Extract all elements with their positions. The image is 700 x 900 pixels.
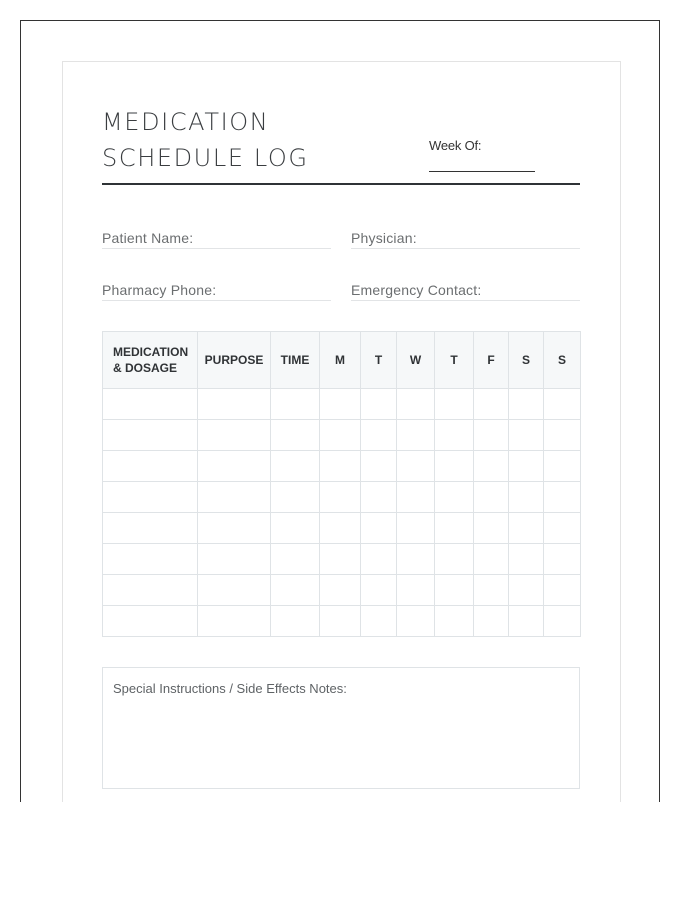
table-cell-monday[interactable] xyxy=(320,513,361,544)
table-cell-wednesday[interactable] xyxy=(397,606,435,637)
document-title: MEDICATION SCHEDULE LOG xyxy=(102,108,309,172)
table-row xyxy=(103,482,581,513)
table-cell-thursday[interactable] xyxy=(435,606,474,637)
physician-field[interactable] xyxy=(351,223,580,249)
column-header-saturday: S xyxy=(509,332,544,389)
table-cell-friday[interactable] xyxy=(474,544,509,575)
table-cell-sunday[interactable] xyxy=(544,575,581,606)
table-cell-wednesday[interactable] xyxy=(397,513,435,544)
table-cell-saturday[interactable] xyxy=(509,420,544,451)
table-cell-sunday[interactable] xyxy=(544,513,581,544)
table-cell-monday[interactable] xyxy=(320,420,361,451)
table-cell-sunday[interactable] xyxy=(544,420,581,451)
patient-name-label: Patient Name: xyxy=(102,230,194,246)
table-cell-saturday[interactable] xyxy=(509,513,544,544)
table-cell-thursday[interactable] xyxy=(435,420,474,451)
table-cell-friday[interactable] xyxy=(474,575,509,606)
table-cell-tuesday[interactable] xyxy=(361,420,397,451)
table-cell-friday[interactable] xyxy=(474,606,509,637)
table-cell-monday[interactable] xyxy=(320,451,361,482)
table-cell-monday[interactable] xyxy=(320,389,361,420)
table-cell-tuesday[interactable] xyxy=(361,451,397,482)
column-header-sunday: S xyxy=(544,332,581,389)
table-row xyxy=(103,420,581,451)
column-header-purpose: PURPOSE xyxy=(198,332,271,389)
table-cell-saturday[interactable] xyxy=(509,451,544,482)
table-cell-tuesday[interactable] xyxy=(361,606,397,637)
column-header-thursday: T xyxy=(435,332,474,389)
table-cell-wednesday[interactable] xyxy=(397,575,435,606)
table-cell-thursday[interactable] xyxy=(435,575,474,606)
column-header-tuesday: T xyxy=(361,332,397,389)
table-row xyxy=(103,451,581,482)
table-cell-friday[interactable] xyxy=(474,451,509,482)
table-cell-medication-dosage[interactable] xyxy=(103,544,198,575)
table-cell-time[interactable] xyxy=(271,420,320,451)
table-header-row xyxy=(103,332,581,389)
table-cell-wednesday[interactable] xyxy=(397,451,435,482)
table-cell-purpose[interactable] xyxy=(198,389,271,420)
table-cell-purpose[interactable] xyxy=(198,513,271,544)
patient-name-field[interactable] xyxy=(102,223,331,249)
column-header-line: & DOSAGE xyxy=(113,361,178,375)
table-cell-time[interactable] xyxy=(271,482,320,513)
table-cell-tuesday[interactable] xyxy=(361,544,397,575)
table-cell-thursday[interactable] xyxy=(435,544,474,575)
table-row xyxy=(103,513,581,544)
table-cell-sunday[interactable] xyxy=(544,389,581,420)
table-cell-purpose[interactable] xyxy=(198,544,271,575)
pharmacy-phone-field[interactable] xyxy=(102,275,331,301)
table-cell-saturday[interactable] xyxy=(509,575,544,606)
column-header-medication-dosage xyxy=(103,332,198,389)
table-cell-purpose[interactable] xyxy=(198,606,271,637)
header-divider xyxy=(102,183,580,185)
table-cell-friday[interactable] xyxy=(474,513,509,544)
table-cell-thursday[interactable] xyxy=(435,482,474,513)
table-cell-medication-dosage[interactable] xyxy=(103,513,198,544)
table-cell-medication-dosage[interactable] xyxy=(103,606,198,637)
table-cell-saturday[interactable] xyxy=(509,482,544,513)
column-header-wednesday: W xyxy=(397,332,435,389)
table-cell-time[interactable] xyxy=(271,606,320,637)
table-cell-time[interactable] xyxy=(271,513,320,544)
table-cell-wednesday[interactable] xyxy=(397,544,435,575)
pharmacy-phone-label: Pharmacy Phone: xyxy=(102,282,217,298)
table-cell-thursday[interactable] xyxy=(435,513,474,544)
week-of-label: Week Of: xyxy=(429,138,482,153)
table-cell-medication-dosage[interactable] xyxy=(103,575,198,606)
table-cell-medication-dosage[interactable] xyxy=(103,420,198,451)
notes-box[interactable] xyxy=(102,667,580,789)
table-cell-sunday[interactable] xyxy=(544,482,581,513)
table-cell-purpose[interactable] xyxy=(198,575,271,606)
table-cell-tuesday[interactable] xyxy=(361,389,397,420)
table-cell-friday[interactable] xyxy=(474,389,509,420)
table-cell-sunday[interactable] xyxy=(544,451,581,482)
physician-label: Physician: xyxy=(351,230,417,246)
column-header-line: MEDICATION xyxy=(113,345,189,359)
table-cell-wednesday[interactable] xyxy=(397,389,435,420)
table-row xyxy=(103,606,581,637)
column-header-friday: F xyxy=(474,332,509,389)
table-cell-thursday[interactable] xyxy=(435,389,474,420)
table-cell-friday[interactable] xyxy=(474,420,509,451)
table-cell-tuesday[interactable] xyxy=(361,513,397,544)
table-cell-saturday[interactable] xyxy=(509,544,544,575)
week-of-input-line[interactable] xyxy=(429,171,535,172)
column-header-time: TIME xyxy=(271,332,320,389)
table-cell-sunday[interactable] xyxy=(544,606,581,637)
table-cell-friday[interactable] xyxy=(474,482,509,513)
table-cell-medication-dosage[interactable] xyxy=(103,451,198,482)
table-cell-time[interactable] xyxy=(271,389,320,420)
table-row xyxy=(103,544,581,575)
table-cell-purpose[interactable] xyxy=(198,451,271,482)
table-cell-time[interactable] xyxy=(271,451,320,482)
table-body xyxy=(103,389,581,637)
table-cell-monday[interactable] xyxy=(320,544,361,575)
emergency-contact-label: Emergency Contact: xyxy=(351,282,482,298)
table-cell-time[interactable] xyxy=(271,575,320,606)
table-cell-tuesday[interactable] xyxy=(361,575,397,606)
table-row xyxy=(103,575,581,606)
table-cell-time[interactable] xyxy=(271,544,320,575)
table-cell-medication-dosage[interactable] xyxy=(103,482,198,513)
table-cell-purpose[interactable] xyxy=(198,482,271,513)
table-cell-monday[interactable] xyxy=(320,606,361,637)
table-cell-monday[interactable] xyxy=(320,482,361,513)
table-cell-purpose[interactable] xyxy=(198,420,271,451)
table-row xyxy=(103,389,581,420)
medication-schedule-table xyxy=(102,331,581,637)
emergency-contact-field[interactable] xyxy=(351,275,580,301)
table-cell-wednesday[interactable] xyxy=(397,420,435,451)
table-cell-saturday[interactable] xyxy=(509,606,544,637)
table-cell-monday[interactable] xyxy=(320,575,361,606)
column-header-monday: M xyxy=(320,332,361,389)
table-cell-saturday[interactable] xyxy=(509,389,544,420)
table-cell-wednesday[interactable] xyxy=(397,482,435,513)
table-cell-medication-dosage[interactable] xyxy=(103,389,198,420)
table-cell-sunday[interactable] xyxy=(544,544,581,575)
table-cell-thursday[interactable] xyxy=(435,451,474,482)
notes-label: Special Instructions / Side Effects Notes: xyxy=(113,681,347,696)
table-cell-tuesday[interactable] xyxy=(361,482,397,513)
